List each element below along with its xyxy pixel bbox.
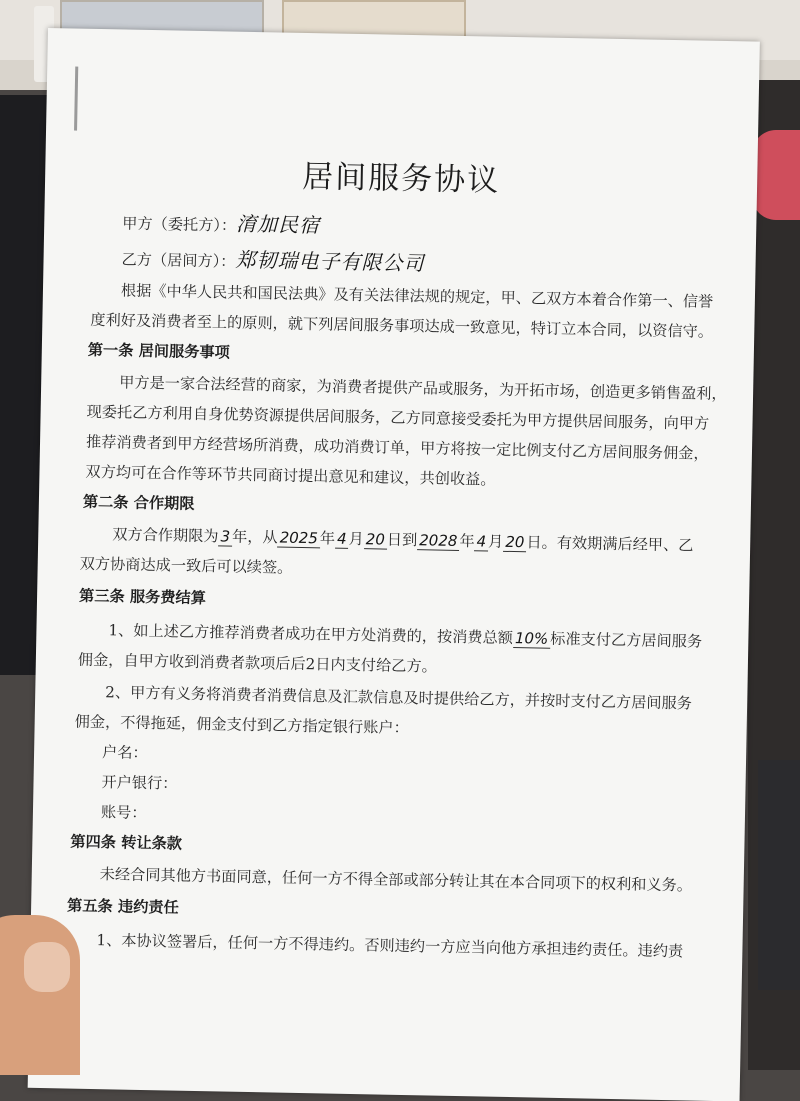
article3-p1-text-1: 1、如上述乙方推荐消费者成功在甲方处消费的，按消费总额 [108,621,514,648]
article2-text-2: 年，从 [231,527,278,547]
account-name-label: 户名： [101,743,148,763]
article2-heading: 第二条 合作期限 [82,492,195,513]
article4-heading: 第四条 转让条款 [70,832,183,853]
article2-text-4: 月 [348,529,364,549]
start-month: 4 [335,530,349,549]
article3-p1-line-2: 佣金，自甲方收到消费者款项后后2日内支付给乙方。 [77,650,437,676]
article3-p1-text-2: 标准支付乙方居间服务 [550,629,703,651]
holding-hand [0,915,80,1075]
party-a-label: 甲方（委托方）： [122,214,237,235]
party-a-signature: 淯加民宿 [235,211,321,238]
article1-line-1: 甲方是一家合法经营的商家，为消费者提供产品或服务，为开拓市场，创造更多销售盈利， [119,373,727,404]
article2-text-1: 双方合作期限为 [112,525,219,546]
agreement-paper [28,28,760,1101]
bank-label: 开户银行： [101,773,178,793]
article2-text-6: 年 [459,531,475,551]
article3-p2-line-1: 2、甲方有义务将消费者消费信息及汇款信息及时提供给乙方，并按时支付乙方居间服务 [105,683,693,713]
article4-line: 未经合同其他方书面同意，任何一方不得全部或部分转让其在本合同项下的权利和义务。 [99,865,693,895]
article1-heading: 第一条 居间服务事项 [87,340,230,362]
commission-rate: 10% [513,629,551,649]
article1-line-3: 推荐消费者到甲方经营场所消费，成功消费订单，甲方将按一定比例支付乙方居间服务佣金， [85,432,709,463]
preamble-line-2: 度利好及消费者至上的原则，就下列居间服务事项达成一致意见，特订立本合同，以资信守。 [90,310,714,341]
start-day: 20 [364,530,387,549]
article2-text-8: 日。有效期满后经甲、乙 [526,533,694,555]
staple [74,67,78,131]
account-number-label: 账号： [100,803,147,823]
article3-heading: 第三条 服务费结算 [78,586,207,608]
article5-line: 1、本协议签署后，任何一方不得违约。否则违约一方应当向他方承担违约责任。违约责 [96,931,684,961]
start-year: 2025 [277,529,320,549]
article5-heading: 第五条 违约责任 [66,896,179,917]
article2-line-1 [112,523,694,555]
article2-text-7: 月 [487,532,504,551]
party-b-label: 乙方（居间方）： [121,250,236,271]
term-years: 3 [218,527,232,546]
party-b-line [121,241,424,276]
article2-text-5: 日到 [386,530,418,550]
thumb-nail [24,942,70,992]
party-a-line [122,205,320,238]
end-year: 2028 [417,531,460,551]
article3-p1-line-1 [108,619,702,651]
document-title: 居间服务协议 [301,158,501,199]
party-b-signature: 郑韧瑞电子有限公司 [235,247,425,276]
article3-p2-line-2: 佣金，不得拖延，佣金支付到乙方指定银行账户： [74,712,409,738]
preamble-line-1: 根据《中华人民共和国民法典》及有关法律法规的规定，甲、乙双方本着合作第一、信誉 [120,281,714,311]
article1-line-2: 现委托乙方利用自身优势资源提供居间服务，乙方同意接受委托为甲方提供居间服务，向甲方 [86,402,710,433]
article1-line-4: 双方均可在合作等环节共同商讨提出意见和建议，共创收益。 [85,462,496,489]
end-day: 20 [503,533,526,552]
end-month: 4 [474,532,488,551]
article2-line-2: 双方协商达成一致后可以续签。 [79,554,293,577]
background-toy [752,130,800,220]
article2-text-3: 年 [319,529,336,548]
background-keyboard [758,760,800,990]
